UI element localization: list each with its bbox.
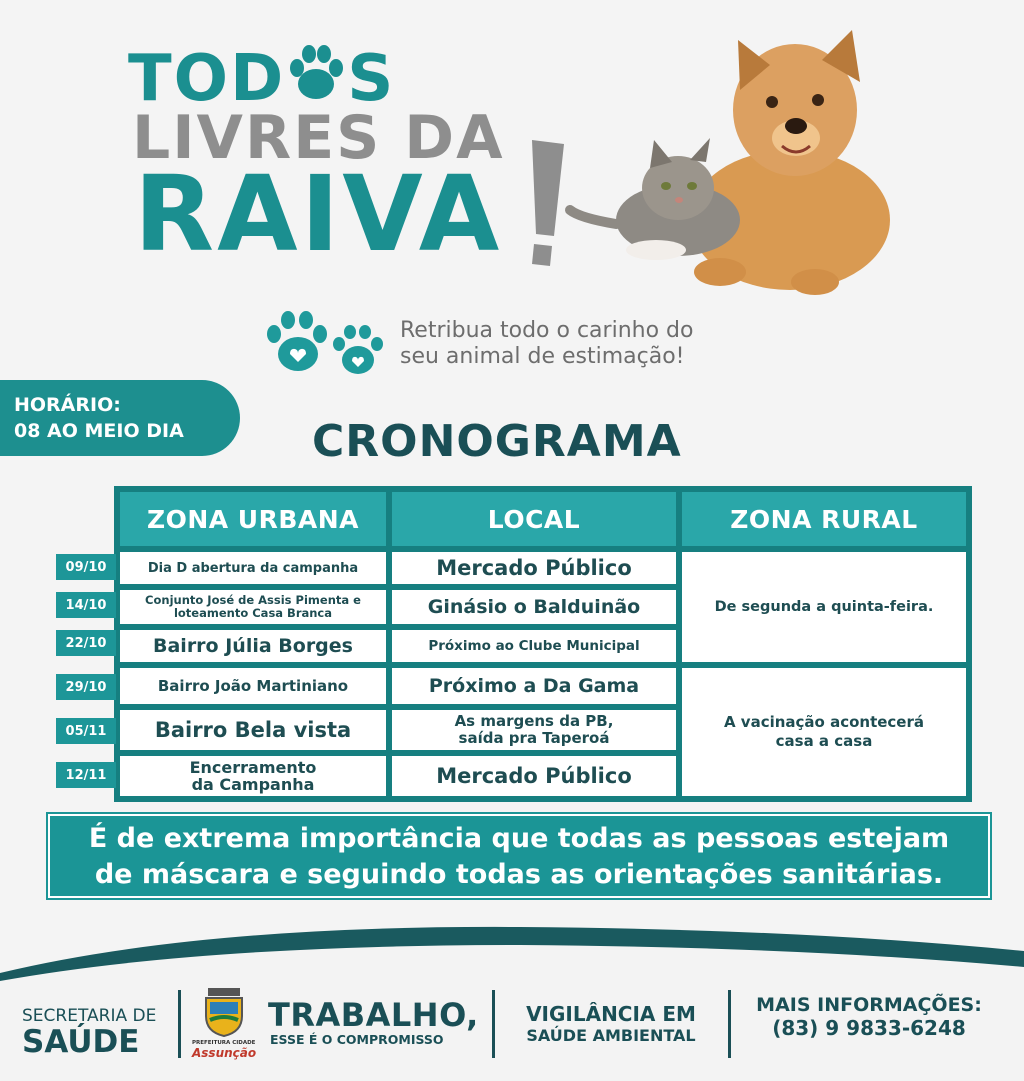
horario-badge bbox=[0, 380, 240, 456]
vigilancia-block bbox=[510, 1002, 712, 1045]
notice-line-2: de máscara e seguindo todas as orientações sanitárias. bbox=[94, 859, 944, 890]
urbana-cell-5: Bairro Bela vista bbox=[120, 710, 386, 750]
urbana-cell-6-text: Encerramento da Campanha bbox=[189, 758, 317, 794]
urbana-cell-6 bbox=[120, 756, 386, 796]
secretaria-line-2: SAÚDE bbox=[22, 1024, 140, 1060]
urbana-cell-2 bbox=[120, 590, 386, 624]
slogan-sub: ESSE É O COMPROMISSO bbox=[270, 1032, 444, 1047]
title-line-todos bbox=[128, 42, 396, 116]
tagline-line-2: seu animal de estimação! bbox=[400, 344, 685, 369]
date-tag-6: 12/11 bbox=[56, 762, 116, 788]
urbana-cell-3: Bairro Júlia Borges bbox=[120, 630, 386, 662]
tagline-line-1: Retribua todo o carinho do bbox=[400, 318, 694, 343]
footer-divider-1 bbox=[178, 990, 181, 1058]
info-label: MAIS INFORMAÇÕES: bbox=[756, 994, 982, 1016]
local-cell-4: Próximo a Da Gama bbox=[392, 668, 676, 704]
footer-divider-2 bbox=[492, 990, 495, 1058]
secretaria-line-1: SECRETARIA DE bbox=[22, 1006, 157, 1026]
date-tag-3: 22/10 bbox=[56, 630, 116, 656]
date-tag-2: 14/10 bbox=[56, 592, 116, 618]
local-cell-2: Ginásio o Balduinão bbox=[392, 590, 676, 624]
slogan-main: TRABALHO, bbox=[268, 996, 479, 1034]
horario-value: 08 AO MEIO DIA bbox=[14, 420, 184, 442]
coat-of-arms-icon bbox=[200, 986, 248, 1038]
date-tag-1: 09/10 bbox=[56, 554, 116, 580]
prefeitura-small: PREFEITURA CIDADE bbox=[192, 1040, 256, 1046]
title-todos-start: TOD bbox=[128, 42, 286, 116]
notice-line-1: É de extrema importância que todas as pessoas estejam bbox=[88, 823, 950, 854]
info-phone: (83) 9 9833-6248 bbox=[772, 1016, 966, 1040]
prefeitura-name: Assunção bbox=[192, 1046, 257, 1060]
urbana-cell-2-text: Conjunto José de Assis Pimenta e loteamento Casa Branca bbox=[145, 593, 361, 620]
local-cell-3: Próximo ao Clube Municipal bbox=[392, 630, 676, 662]
title-todos-end: S bbox=[347, 42, 396, 116]
local-cell-1: Mercado Público bbox=[392, 552, 676, 584]
rural-cell-1: De segunda a quinta-feira. bbox=[682, 552, 966, 662]
info-block bbox=[742, 994, 996, 1040]
local-cell-6: Mercado Público bbox=[392, 756, 676, 796]
tagline bbox=[400, 318, 693, 370]
local-cell-5 bbox=[392, 710, 676, 750]
date-tag-5: 05/11 bbox=[56, 718, 116, 744]
paw-hearts-icon bbox=[262, 310, 390, 380]
paw-o-icon bbox=[285, 44, 347, 100]
urbana-cell-4: Bairro João Martiniano bbox=[120, 668, 386, 704]
cronograma-title: CRONOGRAMA bbox=[312, 416, 682, 467]
header-zona-rural: ZONA RURAL bbox=[682, 492, 966, 546]
urbana-cell-1: Dia D abertura da campanha bbox=[120, 552, 386, 584]
title-line-livres: LIVRES DA bbox=[132, 103, 505, 173]
schedule-table bbox=[114, 486, 972, 802]
header-zona-urbana: ZONA URBANA bbox=[120, 492, 386, 546]
exclamation-icon bbox=[518, 140, 564, 270]
horario-label: HORÁRIO: bbox=[14, 394, 121, 416]
mask-notice bbox=[48, 814, 990, 898]
secretaria-block bbox=[22, 1006, 156, 1058]
vigilancia-line-1: VIGILÂNCIA EM bbox=[526, 1002, 696, 1026]
vigilancia-line-2: SAÚDE AMBIENTAL bbox=[526, 1026, 696, 1045]
footer-divider-3 bbox=[728, 990, 731, 1058]
header-local: LOCAL bbox=[392, 492, 676, 546]
local-cell-5-text: As margens da PB, saída pra Taperoá bbox=[454, 712, 614, 747]
title-line-raiva: RAIVA bbox=[134, 153, 503, 275]
rural-cell-2 bbox=[682, 668, 966, 796]
rural-cell-2-text: A vacinação acontecerá casa a casa bbox=[723, 713, 925, 750]
dog-and-cat-photo bbox=[560, 10, 890, 310]
date-tag-4: 29/10 bbox=[56, 674, 116, 700]
